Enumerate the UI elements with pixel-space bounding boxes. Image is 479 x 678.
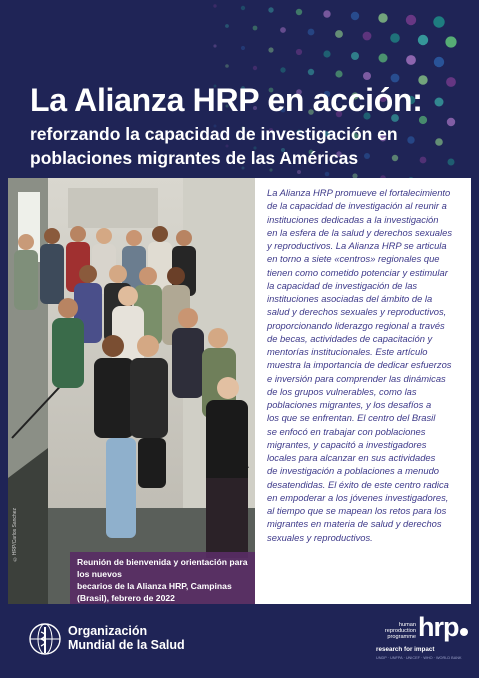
article-line: proporcionando liderazgo regional a través bbox=[267, 319, 445, 331]
article-line: en torno a siete «centros» regionales que bbox=[267, 253, 440, 265]
decorative-dot bbox=[433, 16, 444, 27]
hrp-dot-icon bbox=[460, 628, 468, 636]
decorative-dot bbox=[280, 27, 286, 33]
decorative-dot bbox=[447, 118, 455, 126]
article-line: salud y derechos sexuales y reproductivos, bbox=[267, 306, 447, 318]
decorative-dot bbox=[280, 67, 285, 72]
decorative-dot bbox=[213, 4, 216, 7]
page-subtitle bbox=[30, 122, 398, 170]
decorative-dot bbox=[241, 6, 245, 10]
decorative-dot bbox=[308, 69, 314, 75]
article-line: de la capacidad de investigación al reunir a bbox=[267, 200, 447, 212]
decorative-dot bbox=[378, 13, 387, 22]
decorative-dot bbox=[323, 50, 330, 57]
decorative-dot bbox=[253, 26, 258, 31]
article-line: muestra la importancia de dedicar esfuerzos bbox=[267, 359, 452, 371]
hrp-wordmark: hrp bbox=[418, 612, 459, 642]
decorative-dot bbox=[407, 136, 414, 143]
content-panel bbox=[8, 178, 471, 604]
article-line: mentorías institucionales. Este artículo bbox=[267, 346, 428, 357]
article-line: sexuales y reproductivos. bbox=[267, 531, 373, 543]
article-line: al tiempo que se mapean los retos para los bbox=[267, 505, 447, 516]
decorative-dot bbox=[363, 32, 372, 41]
decorative-dot bbox=[296, 9, 302, 15]
who-emblem-icon bbox=[28, 622, 62, 656]
article-line: los que se enfrentan. El centro del Brasil bbox=[267, 412, 436, 424]
footer bbox=[0, 604, 479, 678]
who-organization-name bbox=[68, 624, 185, 652]
decorative-dot bbox=[335, 70, 342, 77]
hrp-small-line: reproduction bbox=[384, 628, 416, 634]
subtitle-line: reforzando la capacidad de investigación en bbox=[30, 124, 398, 144]
decorative-dot bbox=[225, 64, 229, 68]
decorative-dot bbox=[435, 98, 444, 107]
decorative-dot bbox=[420, 157, 427, 164]
article-line: e inversión para comprender las dinámicas bbox=[267, 372, 446, 384]
article-line: migrantes, y capacitó a investigadores bbox=[267, 438, 427, 450]
decorative-dot bbox=[406, 15, 416, 25]
article-line: desatendidas. El éxito de este centro radica bbox=[267, 478, 449, 490]
article-line: de investigación a poblaciones a menudo bbox=[267, 465, 439, 477]
subtitle-line: poblaciones migrantes de las Américas bbox=[30, 148, 359, 168]
decorative-dot bbox=[351, 12, 359, 20]
article-line: en empoderar a los jóvenes investigadores, bbox=[267, 491, 449, 503]
photo-credit: ©HRP/Carlos Sanchez bbox=[12, 508, 18, 562]
decorative-dot bbox=[297, 170, 301, 174]
article-line: instituciones asociadas del ámbito de la bbox=[267, 293, 433, 304]
article-line: poblaciones migrantes, y los desafíos a bbox=[267, 399, 432, 410]
decorative-dot bbox=[213, 44, 216, 47]
article-body bbox=[267, 186, 467, 544]
decorative-dot bbox=[296, 49, 302, 55]
page-title: La Alianza HRP en acción: bbox=[30, 82, 423, 118]
decorative-dot bbox=[325, 172, 330, 177]
decorative-dot bbox=[406, 55, 416, 65]
decorative-dot bbox=[351, 52, 359, 60]
article-line: la capacidad de investigación de las bbox=[267, 279, 418, 291]
article-line: instituciones dedicadas a la investigación bbox=[267, 213, 439, 225]
decorative-dot bbox=[418, 35, 428, 45]
article-line: tienen como cometido potenciar y estimular bbox=[267, 266, 448, 278]
hrp-cosponsors: UNDP · UNFPA · UNICEF · WHO · WORLD BANK bbox=[376, 656, 462, 660]
decorative-dot bbox=[434, 57, 444, 67]
decorative-dot bbox=[323, 10, 330, 17]
photo-caption bbox=[70, 552, 255, 604]
decorative-dot bbox=[379, 54, 388, 63]
who-name-line: Organización bbox=[68, 624, 148, 638]
caption-line: becarios de la Alianza HRP, Campinas (Brasil), febrero de 2022 bbox=[77, 581, 232, 603]
hrp-logo-icon bbox=[340, 614, 470, 674]
hrp-tagline: research for impact bbox=[376, 646, 435, 653]
article-line: de becas, actividades de capacitación y bbox=[267, 332, 433, 344]
decorative-dot bbox=[446, 77, 456, 87]
decorative-dot bbox=[363, 72, 371, 80]
decorative-dot bbox=[335, 30, 343, 38]
decorative-dot bbox=[225, 24, 229, 28]
article-line: La Alianza HRP promueve el fortalecimiento bbox=[267, 187, 451, 198]
article-line: y reproductivos. La Alianza HRP se articula bbox=[267, 240, 447, 251]
decorative-dot bbox=[308, 29, 315, 36]
decorative-dot bbox=[253, 66, 257, 70]
group-photo bbox=[8, 178, 255, 604]
decorative-dot bbox=[448, 159, 455, 166]
photo-illustration bbox=[8, 178, 255, 604]
hrp-programme-name bbox=[376, 622, 416, 640]
decorative-dot bbox=[435, 138, 443, 146]
article-line: se enfocó en trabajar con poblaciones bbox=[267, 425, 426, 437]
article-line: locales para alcanzar en sus actividades bbox=[267, 452, 436, 463]
who-name-line: Mundial de la Salud bbox=[68, 638, 185, 652]
decorative-dot bbox=[268, 7, 273, 12]
decorative-dot bbox=[268, 47, 273, 52]
decorative-dot bbox=[445, 36, 456, 47]
caption-line: Reunión de bienvenida y orientación para los nuevos bbox=[77, 557, 248, 579]
article-line: migrantes en materia de salud y derechos bbox=[267, 518, 442, 530]
decorative-dot bbox=[390, 33, 400, 43]
hrp-small-line: programme bbox=[387, 634, 416, 640]
article-line: de los grupos vulnerables, como las bbox=[267, 385, 417, 397]
article-line: en la esfera de la salud y derechos sexuales bbox=[267, 226, 453, 238]
decorative-dot bbox=[241, 46, 245, 50]
hrp-small-line: human bbox=[398, 622, 416, 628]
